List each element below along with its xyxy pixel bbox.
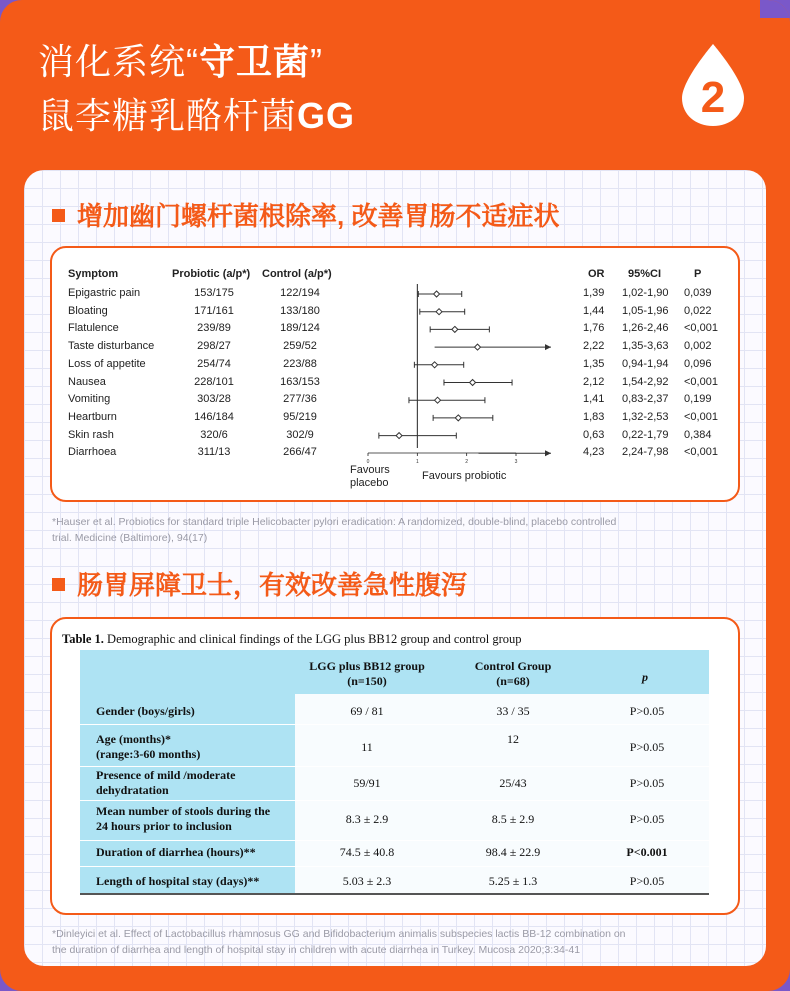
table-cell-control: 5.25 ± 1.3: [488, 874, 538, 888]
forest-cell-ci: 1,54-2,92: [622, 375, 669, 388]
forest-cell-symptom: Vomiting: [68, 393, 111, 406]
or-point: [436, 309, 442, 315]
or-point: [435, 397, 441, 403]
table-cell-lgg: 5.03 ± 2.3: [342, 874, 392, 888]
forest-cell-ci: 1,32-2,53: [622, 410, 669, 423]
forest-cell-symptom: Flatulence: [68, 322, 119, 335]
forest-cell-probiotic: 303/28: [197, 393, 231, 406]
forest-cell-symptom: Taste disturbance: [68, 340, 155, 353]
forest-cell-ci: 1,02-1,90: [622, 287, 669, 299]
forest-cell-or: 1,83: [583, 410, 605, 423]
or-point: [452, 326, 458, 332]
forest-cell-or: 1,35: [583, 357, 605, 370]
forest-cell-probiotic: 146/184: [194, 410, 234, 423]
forest-cell-control: 133/180: [280, 304, 320, 317]
or-point: [475, 344, 481, 350]
forest-cell-or: 0,63: [583, 428, 605, 441]
forest-cell-symptom: Bloating: [68, 304, 108, 317]
table-row-label: Age (months)*: [96, 732, 171, 746]
forest-cell-ci: 0,22-1,79: [622, 428, 669, 441]
forest-cell-probiotic: 311/13: [197, 446, 231, 459]
col-header-or: OR: [588, 268, 605, 280]
table-row-label: Mean number of stools during the: [96, 804, 271, 818]
forest-cell-control: 302/9: [286, 428, 314, 441]
table-row-divider: [80, 766, 709, 767]
or-point: [434, 291, 440, 297]
forest-cell-symptom: Skin rash: [68, 428, 114, 441]
forest-cell-probiotic: 254/74: [197, 357, 231, 370]
col-header-symptom: Symptom: [68, 268, 119, 280]
forest-cell-p: 0,199: [684, 393, 712, 406]
forest-cell-p: <0,001: [684, 446, 718, 459]
forest-cell-control: 95/219: [283, 410, 317, 423]
reference-2-line2: the duration of diarrhea and length of hospital stay in children with acute diarrhea in Turkey. Mucosa 2020;3:34-41: [52, 944, 581, 956]
or-point: [432, 362, 438, 368]
forest-cell-p: 0,022: [684, 304, 712, 317]
table-cell-control: 25/43: [499, 776, 527, 790]
reference-1: [52, 514, 752, 546]
col-header-p-value: p: [642, 670, 648, 684]
section2-heading: 肠胃屏障卫士，有效改善急性腹泻: [52, 569, 467, 601]
col-header-lgg: LGG plus BB12 group (n=150): [309, 659, 425, 688]
table-cell-p: P>0.05: [629, 812, 665, 826]
forest-cell-symptom: Heartburn: [68, 410, 117, 423]
col-header-control-group: Control Group (n=68): [474, 659, 552, 688]
forest-cell-or: 1,76: [583, 322, 605, 335]
table-cell-p: P>0.05: [629, 874, 665, 888]
table-row-divider: [80, 840, 709, 841]
ci-overflow-arrow: [545, 344, 551, 350]
page-title-line1: 消化系统“守卫菌”: [38, 41, 324, 82]
x-axis-tick-label: 3: [514, 459, 518, 465]
reference-2-line1: *Dinleyici et al. Effect of Lactobacillus rhamnosus GG and Bifidobacterium animalis subspecies lactis BB-12 combination on: [52, 928, 626, 940]
reference-1-line2: trial. Medicine (Baltimore), 94(17): [52, 532, 208, 544]
forest-cell-p: <0,001: [684, 410, 718, 423]
forest-cell-p: <0,001: [684, 375, 718, 388]
table-cell-p: P<0.001: [626, 845, 668, 859]
favours-placebo-label-1: Favours: [350, 464, 390, 476]
forest-cell-or: 1,39: [583, 287, 605, 299]
table-bottom-rule: [80, 893, 709, 895]
table-cell-p: P>0.05: [629, 740, 665, 754]
forest-cell-symptom: Diarrhoea: [68, 446, 117, 459]
col-header-control: Control (a/p*): [262, 268, 332, 280]
forest-cell-control: 163/153: [280, 375, 320, 388]
table-cell-control: 8.5 ± 2.9: [491, 812, 535, 826]
forest-cell-or: 2,22: [583, 340, 605, 353]
forest-cell-or: 1,41: [583, 393, 605, 406]
forest-cell-control: 259/52: [283, 340, 317, 353]
bullet-square-icon: [52, 578, 65, 591]
page-title-line2: 鼠李糖乳酪杆菌GG: [38, 95, 356, 136]
forest-cell-symptom: Loss of appetite: [68, 357, 146, 370]
or-point: [455, 415, 461, 421]
favours-probiotic-label: Favours probiotic: [422, 470, 507, 482]
table-row-divider: [80, 724, 709, 725]
section1-heading: 增加幽门螺杆菌根除率, 改善胃肠不适症状: [52, 200, 559, 232]
forest-cell-ci: 2,24-7,98: [622, 446, 669, 459]
forest-cell-p: 0,096: [684, 357, 712, 370]
x-axis-tick-label: 0: [366, 459, 370, 465]
forest-cell-or: 1,44: [583, 304, 605, 317]
forest-cell-p: 0,384: [684, 428, 712, 441]
reference-1-line1: *Hauser et al. Probiotics for standard triple Helicobacter pylori eradication: A randomized, double-blind, placebo controlled: [52, 516, 617, 528]
table-row-label: Presence of mild /moderate: [96, 768, 236, 782]
table-caption: Table 1. Demographic and clinical findings of the LGG plus BB12 group and control group: [62, 632, 522, 646]
forest-cell-ci: 1,05-1,96: [622, 304, 669, 317]
x-axis-tick-label: 1: [415, 459, 419, 465]
table-row-label: Duration of diarrhea (hours)**: [96, 845, 256, 859]
forest-cell-p: 0,002: [684, 340, 712, 353]
table-row-label-line2: 24 hours prior to inclusion: [96, 819, 232, 833]
table-cell-control: 33 / 35: [496, 704, 530, 718]
table-cell-control: 98.4 ± 22.9: [485, 845, 541, 859]
forest-cell-probiotic: 239/89: [197, 322, 231, 335]
forest-cell-probiotic: 320/6: [200, 428, 228, 441]
forest-cell-or: 2,12: [583, 375, 605, 388]
table-cell-lgg: 8.3 ± 2.9: [345, 812, 389, 826]
table-row-divider: [80, 866, 709, 867]
or-point: [470, 380, 476, 386]
table-row-divider: [80, 800, 709, 801]
forest-cell-probiotic: 228/101: [194, 375, 234, 388]
forest-cell-p: <0,001: [684, 322, 718, 335]
forest-cell-ci: 1,26-2,46: [622, 322, 669, 335]
forest-cell-ci: 0,94-1,94: [622, 357, 669, 370]
forest-cell-probiotic: 153/175: [194, 287, 234, 299]
forest-cell-control: 277/36: [283, 393, 317, 406]
table-row-label: Gender (boys/girls): [96, 704, 195, 718]
col-header-p: P: [694, 268, 702, 280]
forest-cell-control: 223/88: [283, 357, 317, 370]
forest-cell-symptom: Nausea: [68, 375, 106, 388]
table-cell-control: 12: [507, 732, 519, 746]
col-header-ci: 95%CI: [628, 268, 662, 280]
table-cell-lgg: 74.5 ± 40.8: [339, 845, 395, 859]
forest-cell-control: 189/124: [280, 322, 320, 335]
forest-cell-probiotic: 171/161: [194, 304, 234, 317]
table-cell-lgg: 11: [361, 740, 373, 754]
badge-number: 2: [700, 73, 726, 122]
forest-cell-probiotic: 298/27: [197, 340, 231, 353]
forest-cell-ci: 1,35-3,63: [622, 340, 669, 353]
table-cell-p: P>0.05: [629, 776, 665, 790]
table-row-label-line2: (range:3-60 months): [96, 747, 201, 761]
reference-2: [52, 926, 752, 958]
col-header-probiotic: Probiotic (a/p*): [172, 268, 251, 280]
table-row-label: Length of hospital stay (days)**: [96, 874, 260, 888]
table-row-label-line2: dehydratation: [96, 783, 169, 797]
or-point: [396, 433, 402, 439]
x-axis-tick-label: 2: [465, 459, 469, 465]
forest-cell-or: 4,23: [583, 446, 605, 459]
favours-placebo-label-2: placebo: [350, 477, 389, 489]
table-cell-p: P>0.05: [629, 704, 665, 718]
forest-cell-p: 0,039: [684, 287, 712, 299]
forest-cell-ci: 0,83-2,37: [622, 393, 669, 406]
table-cell-lgg: 69 / 81: [350, 704, 384, 718]
forest-cell-control: 122/194: [280, 287, 320, 299]
ci-overflow-arrow: [545, 450, 551, 456]
forest-cell-control: 266/47: [283, 446, 317, 459]
forest-cell-symptom: Epigastric pain: [68, 287, 141, 299]
table-cell-lgg: 59/91: [353, 776, 381, 790]
